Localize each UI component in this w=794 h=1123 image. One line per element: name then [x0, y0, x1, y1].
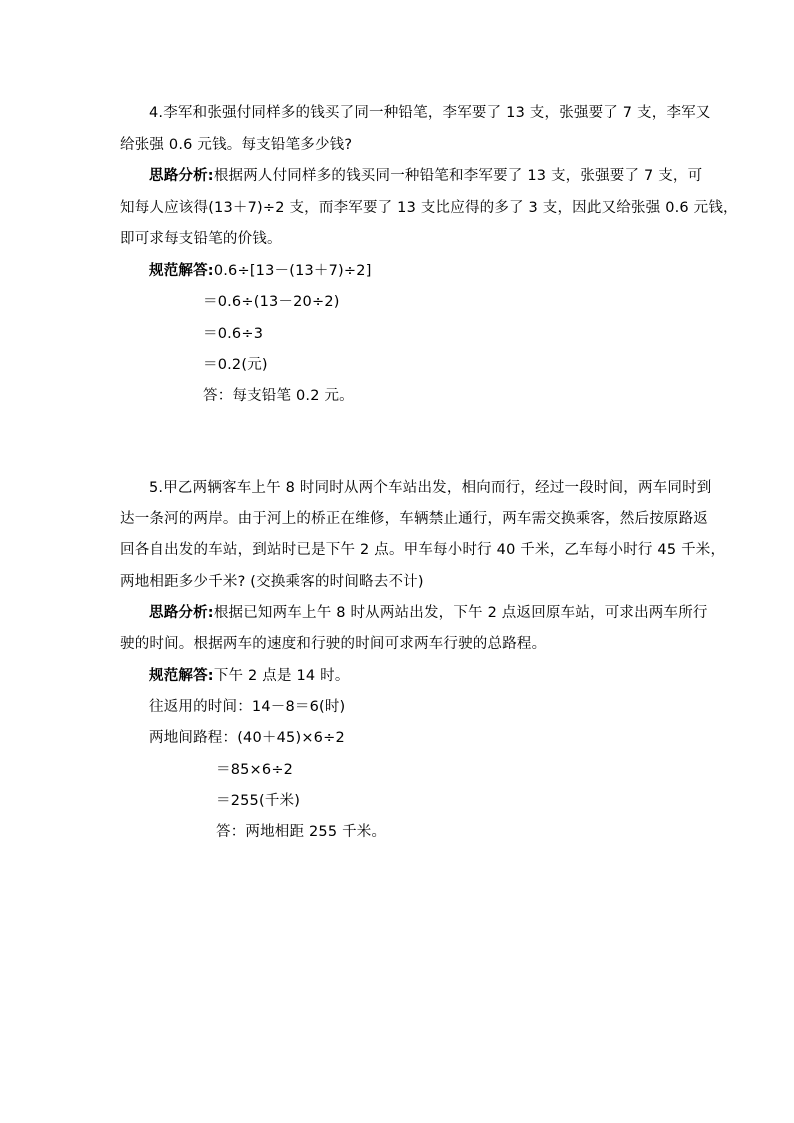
problem4-analysis-line1 [149, 166, 702, 186]
problem5-step3: ＝85×6÷2 [216, 762, 294, 778]
problem5-answer-line1 [149, 666, 350, 686]
problem5-step2: 两地间路程：(40＋45)×6÷2 [149, 730, 345, 746]
problem4-analysis-line2: 知每人应该得(13＋7)÷2 支，而李军要了 13 支比应得的多了 3 支，因此又给张强 0.6 元钱， [120, 200, 738, 216]
problem5-question-line3: 回各自出发的车站，到站时已是下午 2 点。甲车每小时行 40 千米，乙车每小时行 45 千米， [120, 542, 726, 558]
answer-text: 下午 2 点是 14 时。 [213, 668, 350, 684]
problem4-answer-line4: ＝0.2(元) [203, 357, 268, 373]
problem5-question-line1: 5.甲乙两辆客车上午 8 时同时从两个车站出发，相向而行，经过一段时间，两车同时到 [149, 480, 712, 496]
analysis-label: 思路分析: [149, 168, 214, 184]
problem5-final-answer: 答：两地相距 255 千米。 [216, 824, 387, 840]
problem4-question-line1: 4.李军和张强付同样多的钱买了同一种铅笔，李军要了 13 支，张强要了 7 支，李军又 [149, 105, 711, 121]
problem5-step1: 往返用的时间：14－8＝6(时) [149, 699, 346, 715]
analysis-label: 思路分析: [149, 605, 214, 621]
analysis-text: 根据两人付同样多的钱买同一种铅笔和李军要了 13 支，张强要了 7 支，可 [213, 168, 703, 184]
problem5-analysis-line1 [149, 603, 708, 623]
answer-expression: 0.6÷[13－(13＋7)÷2] [213, 263, 372, 279]
answer-label: 规范解答: [149, 263, 214, 279]
problem4-answer-line3: ＝0.6÷3 [203, 326, 264, 342]
problem4-question-line2: 给张强 0.6 元钱。每支铅笔多少钱? [120, 137, 353, 153]
problem4-answer-line2: ＝0.6÷(13－20÷2) [203, 294, 340, 310]
answer-label: 规范解答: [149, 668, 214, 684]
problem4-answer-line1 [149, 261, 372, 281]
problem5-step4: ＝255(千米) [216, 793, 301, 809]
analysis-text: 根据已知两车上午 8 时从两站出发，下午 2 点返回原车站，可求出两车所行 [213, 605, 708, 621]
problem4-answer-line5: 答：每支铅笔 0.2 元。 [203, 388, 354, 404]
problem4-analysis-line3: 即可求每支铅笔的价钱。 [120, 231, 282, 247]
problem5-analysis-line2: 驶的时间。根据两车的速度和行驶的时间可求两车行驶的总路程。 [120, 636, 547, 652]
problem5-question-line4: 两地相距多少千米? (交换乘客的时间略去不计) [120, 574, 424, 590]
problem5-question-line2: 达一条河的两岸。由于河上的桥正在维修，车辆禁止通行，两车需交换乘客，然后按原路返 [120, 511, 708, 527]
